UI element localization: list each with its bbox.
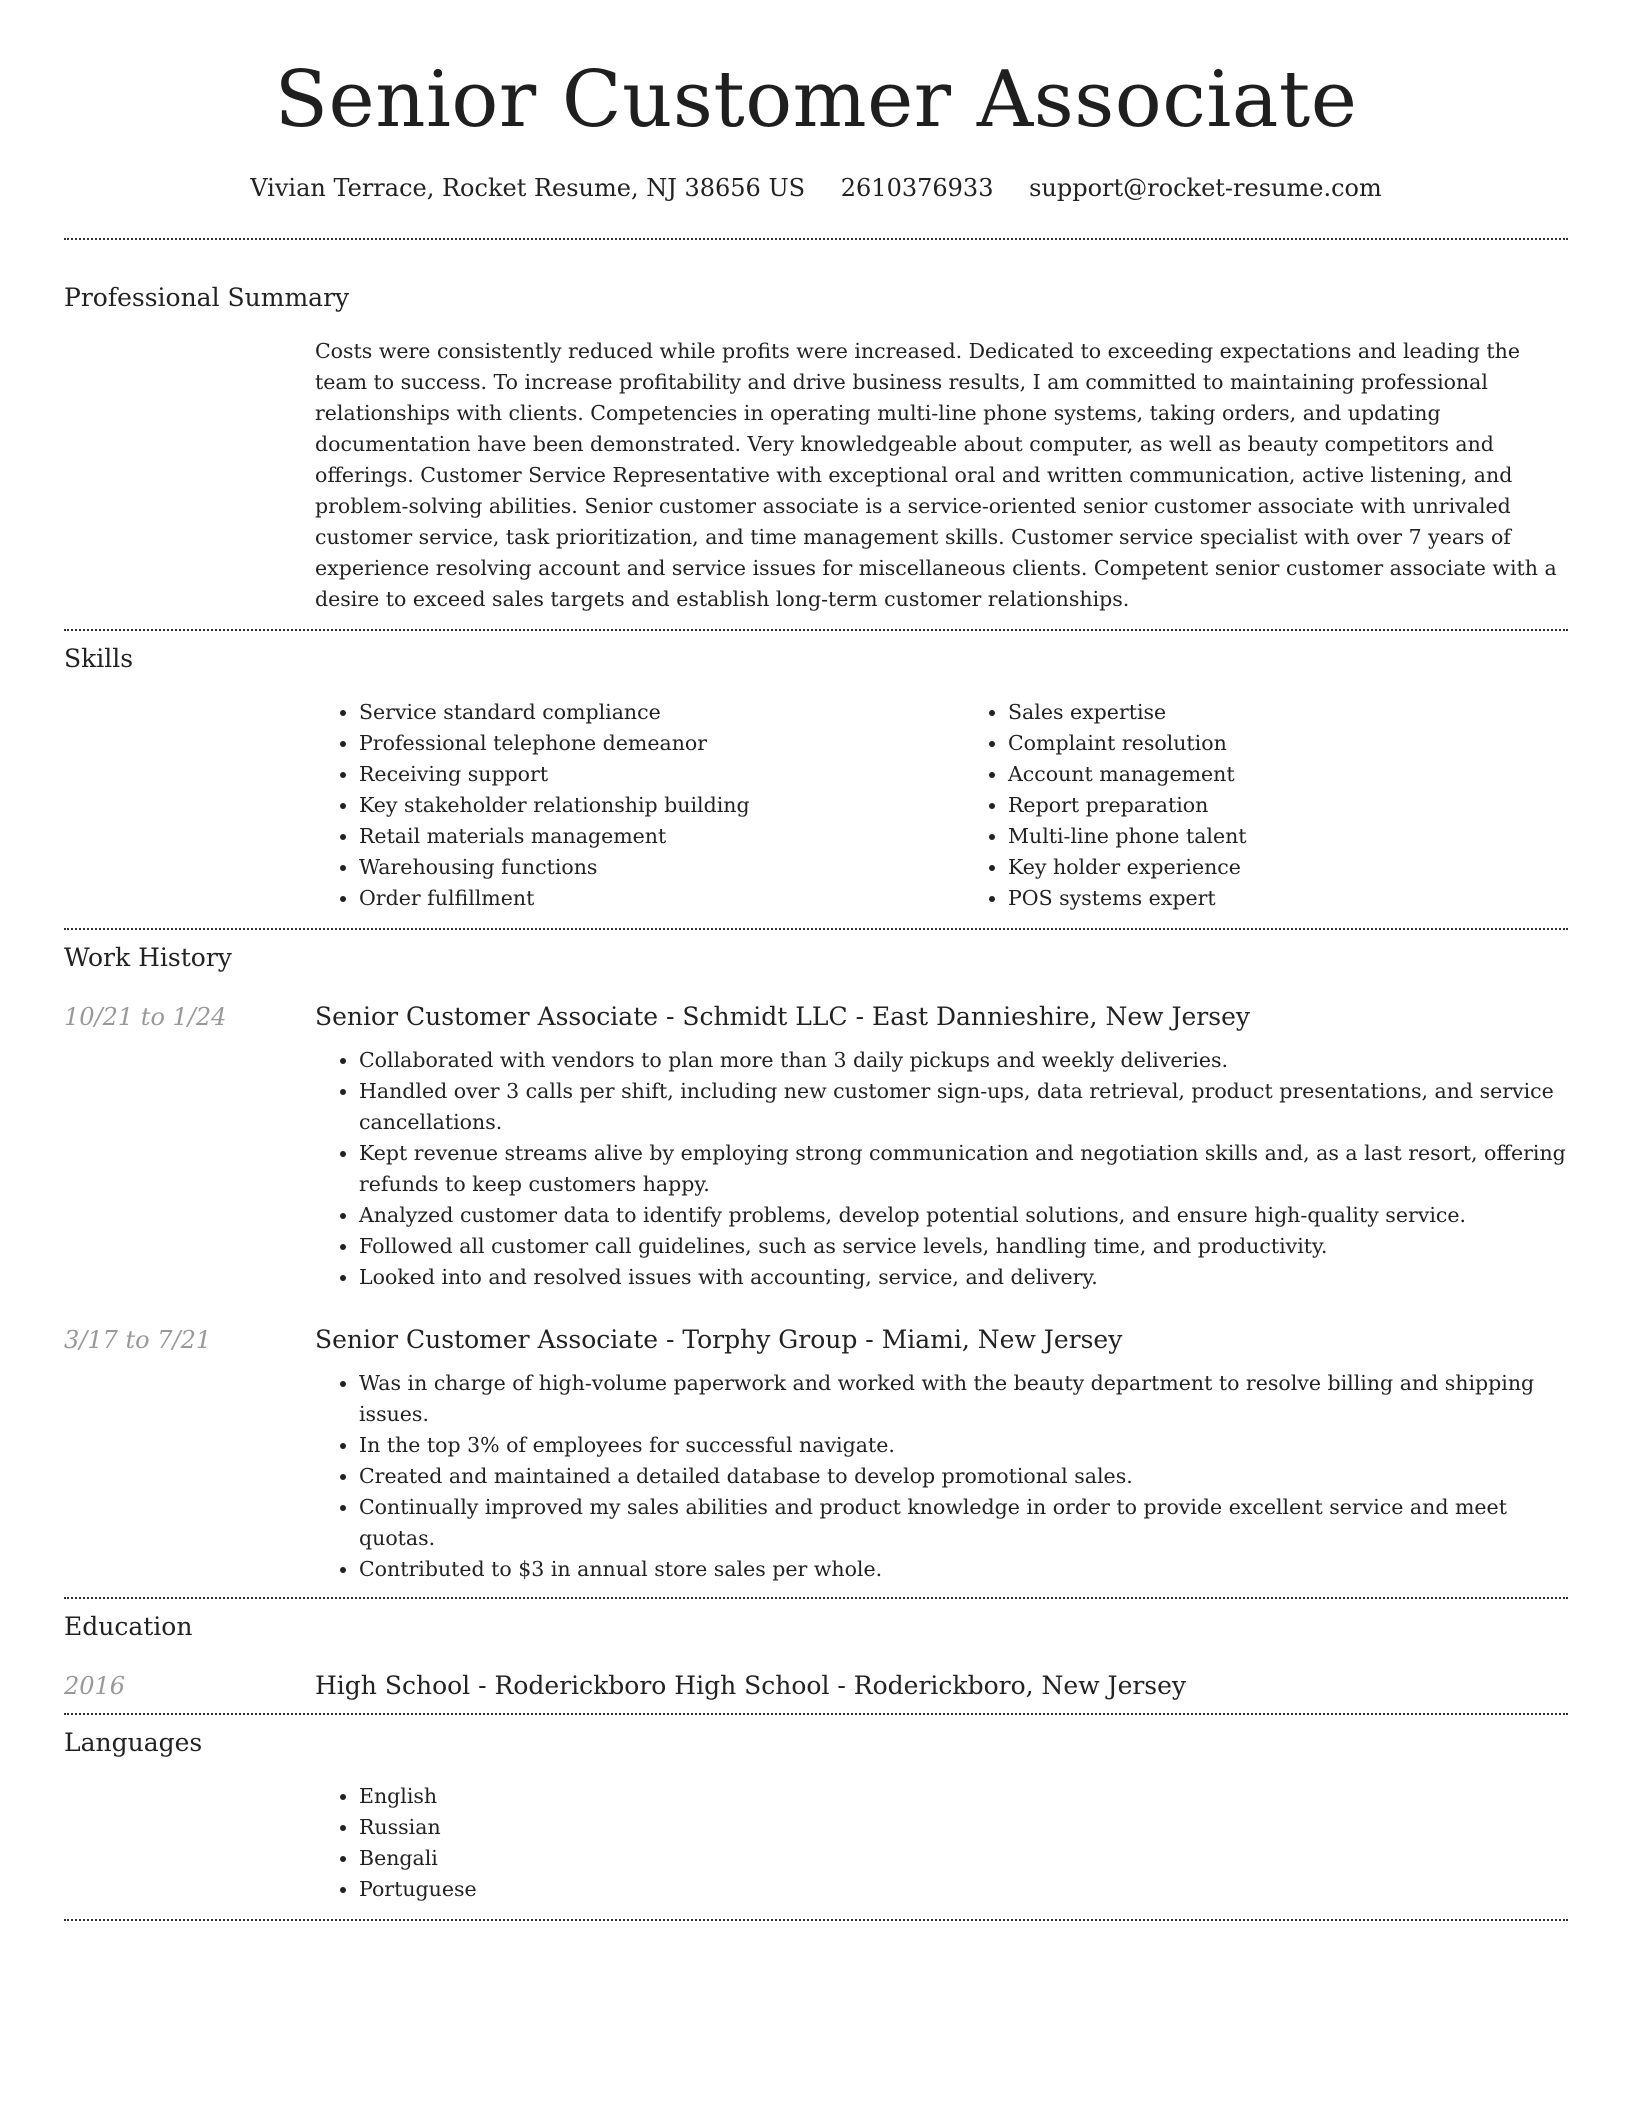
job-bullet: • Contributed to $3 in annual store sales per whole. xyxy=(359,1554,1568,1585)
job-bullet: • Collaborated with vendors to plan more than 3 daily pickups and weekly deliveries. xyxy=(359,1045,1568,1076)
contact-address: Vivian Terrace, Rocket Resume, NJ 38656 US xyxy=(250,174,806,202)
skill-item: • Account management xyxy=(1008,759,1568,790)
education-title: High School - Roderickboro High School - Roderickboro, New Jersey xyxy=(315,1671,1187,1700)
language-item: • Portuguese xyxy=(359,1874,1568,1905)
section-title-work: Work History xyxy=(64,943,232,972)
contact-email: support@rocket-resume.com xyxy=(1029,174,1382,202)
job-duties xyxy=(315,1368,1568,1597)
summary-text: Costs were consistently reduced while profits were increased. Dedicated to exceeding expectations and leading the team to success. To increase profitability and drive business results, I am committed to maintaining professional relationships with clients. Competencies in operating multi-line phone systems, taking orders, and updating documentation have been demonstrated. Very knowledgeable about computer, as well as beauty competitors and offerings. Customer Service Representative with exceptional oral and written communication, active listening, and problem-solving abilities. Senior customer associate is a service-oriented senior customer associate with unrivaled customer service, task prioritization, and time management skills. Customer service specialist with over 7 years of experience resolving account and service issues for miscellaneous clients. Competent senior customer associate with a desire to exceed sales targets and establish long-term customer relationships. xyxy=(315,339,1557,611)
skill-item: • Retail materials management xyxy=(359,821,919,852)
contact-line xyxy=(64,172,1568,204)
skill-item: • Sales expertise xyxy=(1008,697,1568,728)
skills-list-right xyxy=(964,697,1568,914)
languages-section xyxy=(64,1715,1568,1919)
job-bullet-list xyxy=(315,1368,1568,1585)
job-title: Senior Customer Associate - Schmidt LLC - East Dannieshire, New Jersey xyxy=(315,1002,1250,1031)
education-section xyxy=(64,1599,1568,1713)
resume-name: Senior Customer Associate xyxy=(274,55,1358,145)
skills-columns xyxy=(315,697,1568,928)
education-entry xyxy=(64,1669,1568,1713)
section-title-languages: Languages xyxy=(64,1728,203,1757)
resume-page xyxy=(64,0,1568,1921)
job-bullet: • Continually improved my sales abilities and product knowledge in order to provide excellent service and meet quotas. xyxy=(359,1492,1568,1554)
skill-item: • POS systems expert xyxy=(1008,883,1568,914)
section-title-summary: Professional Summary xyxy=(64,283,350,312)
skills-section xyxy=(64,631,1568,928)
job-bullet: • Analyzed customer data to identify problems, develop potential solutions, and ensure high-quality service. xyxy=(359,1200,1568,1231)
language-item: • English xyxy=(359,1781,1568,1812)
contact-phone: 2610376933 xyxy=(840,174,994,202)
job-title: Senior Customer Associate - Torphy Group - Miami, New Jersey xyxy=(315,1325,1123,1354)
language-item: • Russian xyxy=(359,1812,1568,1843)
job-dates: 3/17 to 7/21 xyxy=(64,1326,212,1354)
skill-item: • Order fulfillment xyxy=(359,883,919,914)
skill-item: • Key holder experience xyxy=(1008,852,1568,883)
education-year: 2016 xyxy=(64,1672,126,1700)
skill-item: • Professional telephone demeanor xyxy=(359,728,919,759)
job-bullet: • In the top 3% of employees for successful navigate. xyxy=(359,1430,1568,1461)
languages-content xyxy=(315,1781,1568,1919)
skill-item: • Report preparation xyxy=(1008,790,1568,821)
job-bullet: • Created and maintained a detailed database to develop promotional sales. xyxy=(359,1461,1568,1492)
language-item: • Bengali xyxy=(359,1843,1568,1874)
job-bullet: • Handled over 3 calls per shift, including new customer sign-ups, data retrieval, product presentations, and service cancellations. xyxy=(359,1076,1568,1138)
job-dates: 10/21 to 1/24 xyxy=(64,1003,227,1031)
job-duties xyxy=(315,1045,1568,1293)
job-entry xyxy=(64,1000,1568,1293)
skill-item: • Complaint resolution xyxy=(1008,728,1568,759)
job-bullet: • Followed all customer call guidelines, such as service levels, handling time, and productivity. xyxy=(359,1231,1568,1262)
section-title-skills: Skills xyxy=(64,644,134,673)
job-bullet: • Looked into and resolved issues with accounting, service, and delivery. xyxy=(359,1262,1568,1293)
job-bullet: • Kept revenue streams alive by employing strong communication and negotiation skills and, as a last resort, offering refunds to keep customers happy. xyxy=(359,1138,1568,1200)
skill-item: • Receiving support xyxy=(359,759,919,790)
job-bullet: • Was in charge of high-volume paperwork and worked with the beauty department to resolve billing and shipping issues. xyxy=(359,1368,1568,1430)
skill-item: • Key stakeholder relationship building xyxy=(359,790,919,821)
skill-item: • Service standard compliance xyxy=(359,697,919,728)
job-bullet-list xyxy=(315,1045,1568,1293)
skills-list-left xyxy=(315,697,919,914)
section-title-education: Education xyxy=(64,1612,193,1641)
section-divider xyxy=(64,1919,1568,1921)
languages-list xyxy=(315,1781,1568,1905)
professional-summary-section xyxy=(64,240,1568,629)
job-entry xyxy=(64,1323,1568,1597)
work-history-section xyxy=(64,930,1568,1597)
skill-item: • Warehousing functions xyxy=(359,852,919,883)
skill-item: • Multi-line phone talent xyxy=(1008,821,1568,852)
